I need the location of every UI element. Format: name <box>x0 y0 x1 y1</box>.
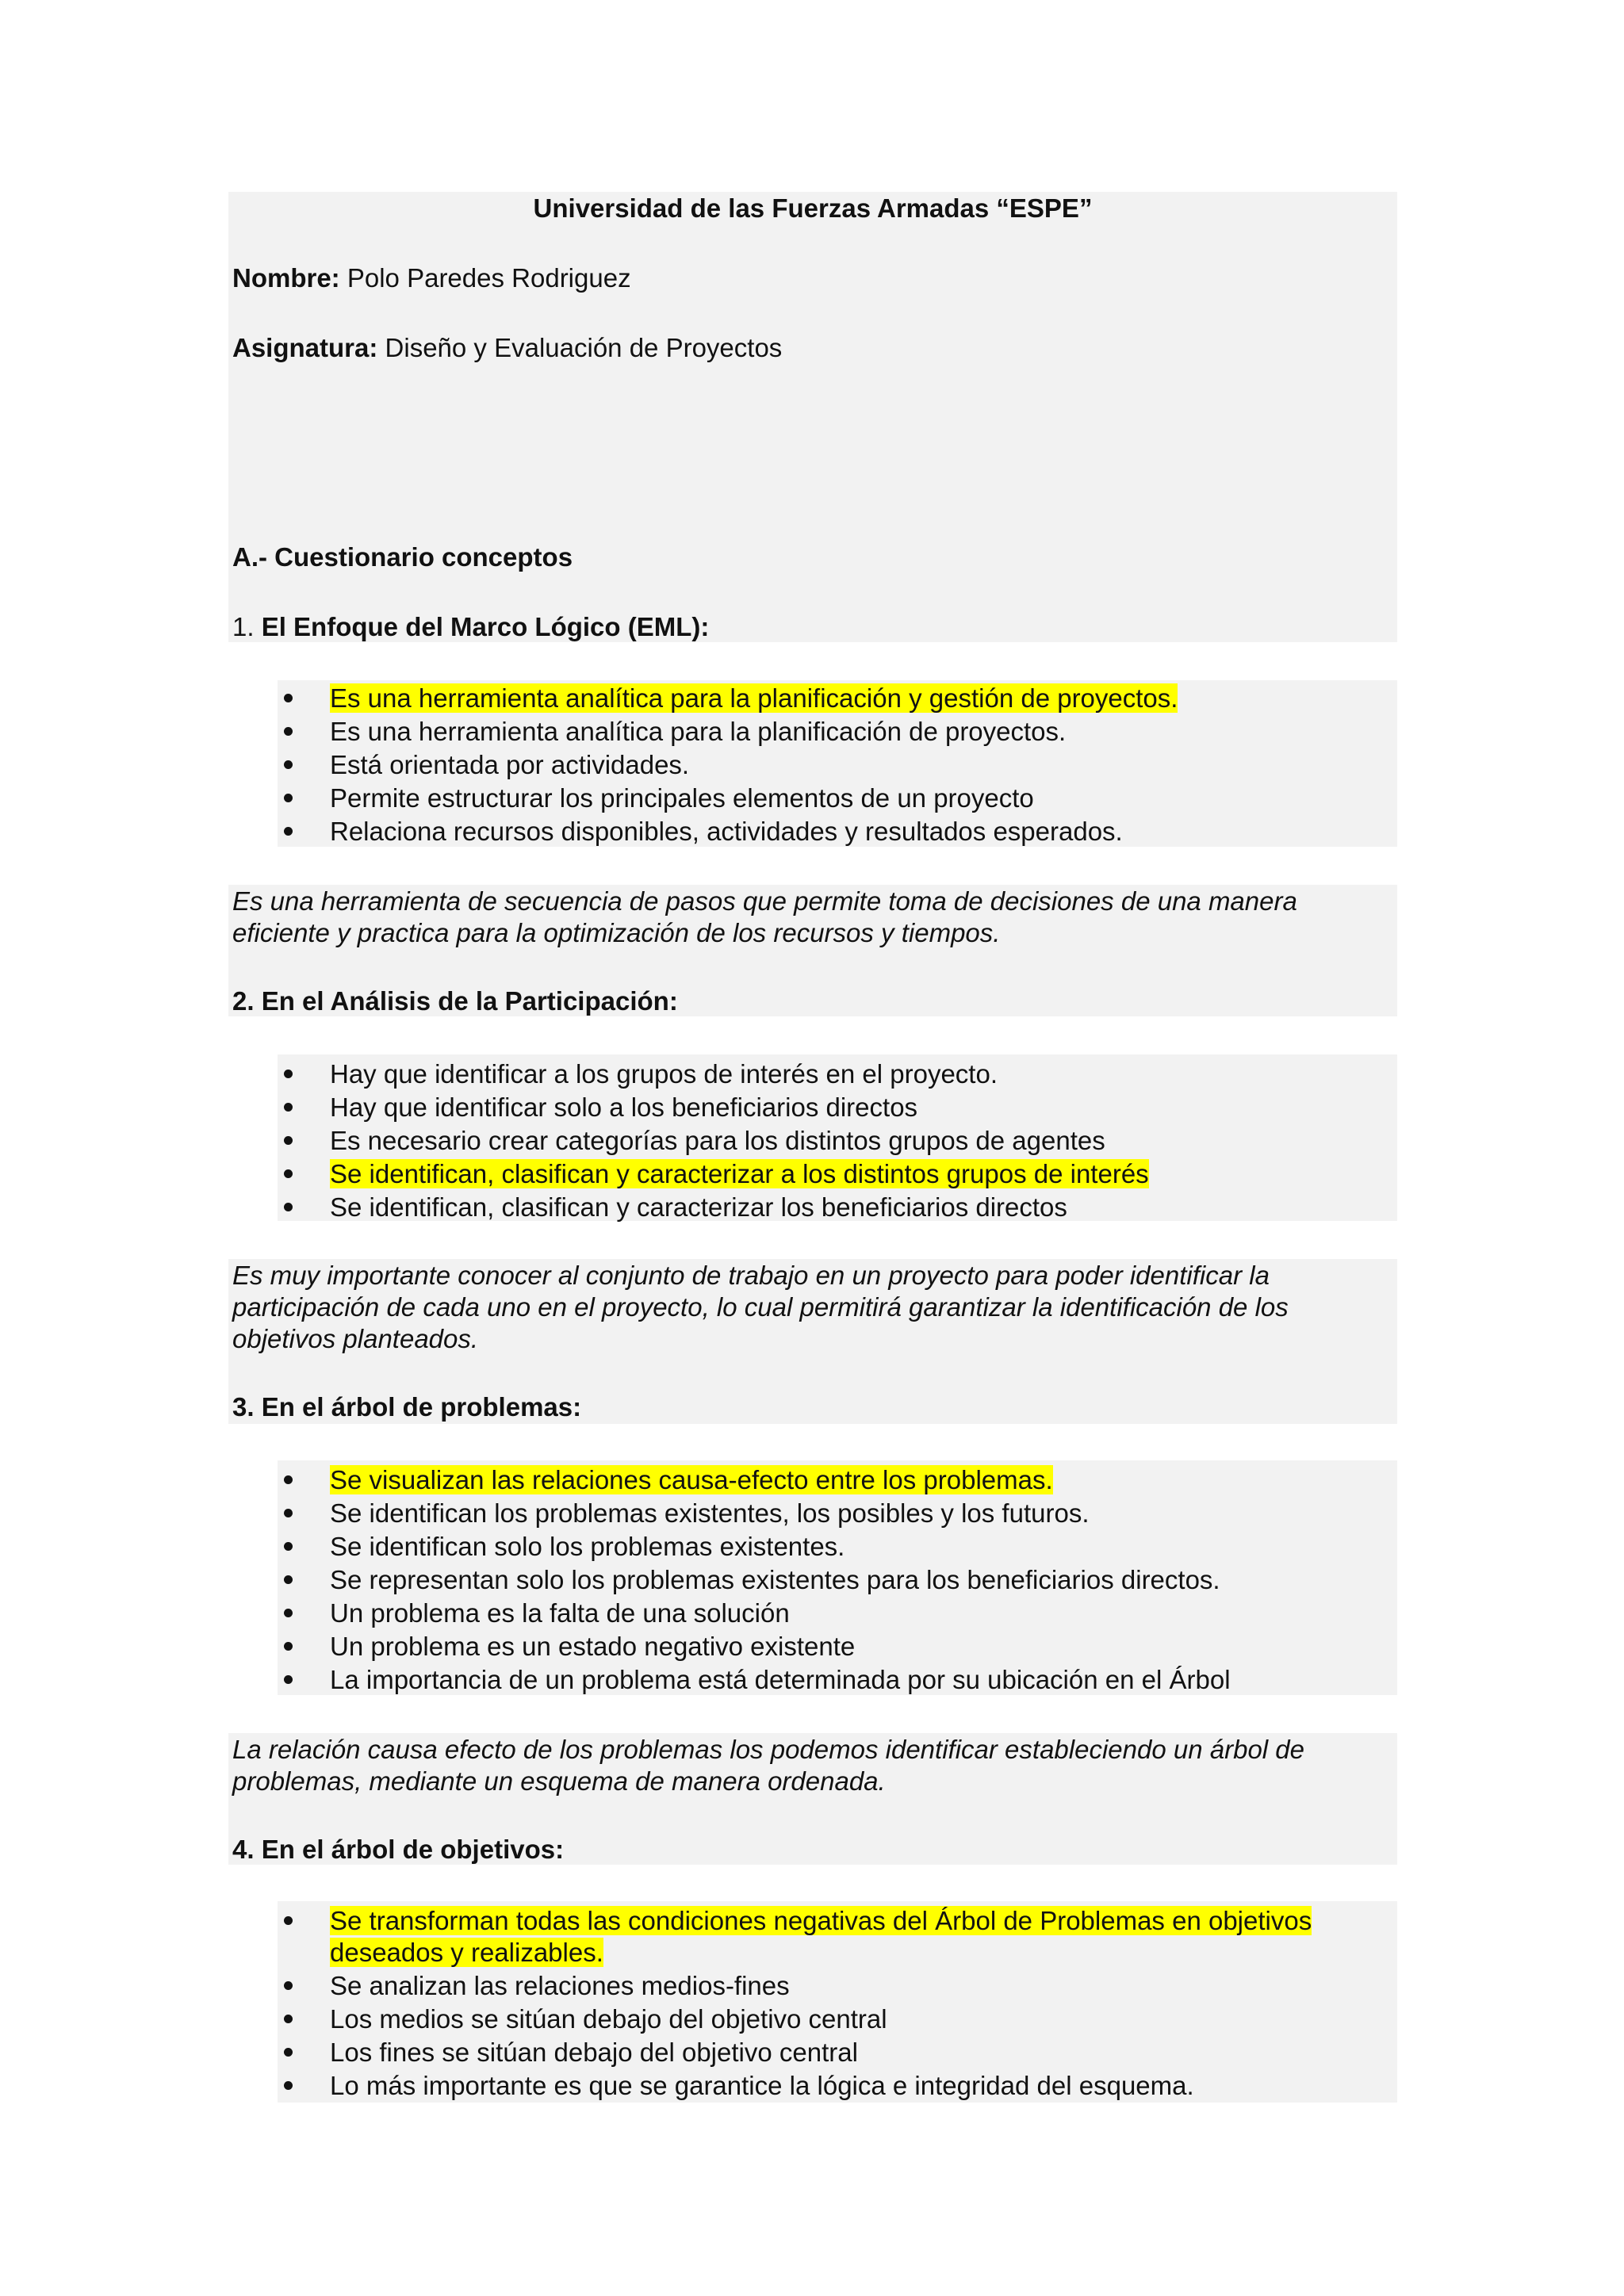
q3-answer-line-1: La relación causa efecto de los problemas los podemos identificar estableciendo un árbol de <box>232 1735 1305 1764</box>
document-title: Universidad de las Fuerzas Armadas “ESPE” <box>533 193 1093 223</box>
bullet-icon <box>284 794 293 802</box>
section-title: A.- Cuestionario conceptos <box>232 542 573 572</box>
q3-option-2: Se identifican los problemas existentes, los posibles y los futuros. <box>330 1498 1090 1528</box>
q4-option-5: Lo más importante es que se garantice la lógica e integridad del esquema. <box>330 2071 1194 2100</box>
q1-option-1 <box>330 682 1178 715</box>
q1-option-4: Permite estructurar los principales elementos de un proyecto <box>330 783 1034 813</box>
q3-option-3: Se identifican solo los problemas existentes. <box>330 1532 845 1561</box>
q1-answer-line-2: eficiente y practica para la optimización de los recursos y tiempos. <box>232 918 1001 947</box>
bullet-icon <box>284 694 293 702</box>
q4-heading: 4. En el árbol de objetivos: <box>232 1835 565 1864</box>
q2-heading: 2. En el Análisis de la Participación: <box>232 986 678 1016</box>
bullet-icon <box>284 1136 293 1145</box>
bullet-icon <box>284 1675 293 1684</box>
bullet-icon <box>284 1509 293 1517</box>
bullet-icon <box>284 2081 293 2090</box>
highlighted-answer: deseados y realizables. <box>330 1938 603 1967</box>
bullet-icon <box>284 1475 293 1484</box>
q4-option-4: Los fines se sitúan debajo del objetivo central <box>330 2038 858 2067</box>
subject-label: Asignatura: <box>232 333 378 362</box>
bullet-icon <box>284 2048 293 2057</box>
q3-heading: 3. En el árbol de problemas: <box>232 1392 582 1422</box>
q2-option-2: Hay que identificar solo a los beneficiarios directos <box>330 1093 918 1122</box>
subject-value: Diseño y Evaluación de Proyectos <box>385 333 783 362</box>
q3-answer-line-2: problemas, mediante un esquema de manera ordenada. <box>232 1766 886 1796</box>
name-line <box>232 262 631 295</box>
bullet-icon <box>284 1070 293 1078</box>
highlighted-answer: Se transforman todas las condiciones negativas del Árbol de Problemas en objetivos <box>330 1906 1312 1935</box>
bullet-icon <box>284 1103 293 1112</box>
q2-option-1: Hay que identificar a los grupos de interés en el proyecto. <box>330 1059 998 1089</box>
bullet-icon <box>284 727 293 736</box>
q2-option-4 <box>330 1158 1149 1191</box>
q4-option-2: Se analizan las relaciones medios-fines <box>330 1971 790 2000</box>
q1-title: El Enfoque del Marco Lógico (EML): <box>261 612 710 641</box>
bullet-icon <box>284 1981 293 1990</box>
bullet-icon <box>284 1542 293 1551</box>
q2-option-3: Es necesario crear categorías para los distintos grupos de agentes <box>330 1126 1105 1155</box>
q3-option-6: Un problema es un estado negativo existente <box>330 1632 856 1661</box>
q3-option-7: La importancia de un problema está determinada por su ubicación en el Árbol <box>330 1665 1231 1694</box>
q3-option-4: Se representan solo los problemas existentes para los beneficiarios directos. <box>330 1565 1220 1594</box>
q2-answer-line-2: participación de cada uno en el proyecto, lo cual permitirá garantizar la identificación de los <box>232 1292 1289 1322</box>
bullet-icon <box>284 2015 293 2023</box>
q3-option-5: Un problema es la falta de una solución <box>330 1598 790 1628</box>
bullet-icon <box>284 1609 293 1617</box>
highlighted-answer: Se visualizan las relaciones causa-efecto entre los problemas. <box>330 1465 1053 1494</box>
q1-heading <box>232 610 709 644</box>
highlighted-answer: Se identifican, clasifican y caracterizar a los distintos grupos de interés <box>330 1159 1149 1188</box>
bullet-icon <box>284 1203 293 1211</box>
bullet-icon <box>284 1169 293 1178</box>
subject-line <box>232 331 782 365</box>
q4-option-1-line-1 <box>330 1904 1312 1938</box>
q1-option-5: Relaciona recursos disponibles, actividades y resultados esperados. <box>330 817 1123 846</box>
bullet-icon <box>284 1575 293 1584</box>
q1-number: 1. <box>232 612 255 641</box>
q4-option-1-line-2 <box>330 1936 603 1969</box>
highlighted-answer: Es una herramienta analítica para la planificación y gestión de proyectos. <box>330 683 1178 713</box>
q1-answer-line-1: Es una herramienta de secuencia de pasos que permite toma de decisiones de una manera <box>232 886 1297 916</box>
bullet-icon <box>284 1916 293 1925</box>
q2-answer-line-3: objetivos planteados. <box>232 1324 479 1353</box>
q2-option-5: Se identifican, clasifican y caracterizar los beneficiarios directos <box>330 1192 1067 1222</box>
bullet-icon <box>284 760 293 769</box>
q1-option-2: Es una herramienta analítica para la planificación de proyectos. <box>330 717 1067 746</box>
q1-option-3: Está orientada por actividades. <box>330 750 690 779</box>
name-label: Nombre: <box>232 263 340 293</box>
q4-option-3: Los medios se sitúan debajo del objetivo central <box>330 2004 887 2034</box>
bullet-icon <box>284 1642 293 1651</box>
q3-option-1 <box>330 1464 1053 1497</box>
q2-answer-line-1: Es muy importante conocer al conjunto de trabajo en un proyecto para poder identificar la <box>232 1261 1270 1290</box>
header-shade <box>228 192 1397 642</box>
bullet-icon <box>284 827 293 836</box>
name-value: Polo Paredes Rodriguez <box>347 263 631 293</box>
